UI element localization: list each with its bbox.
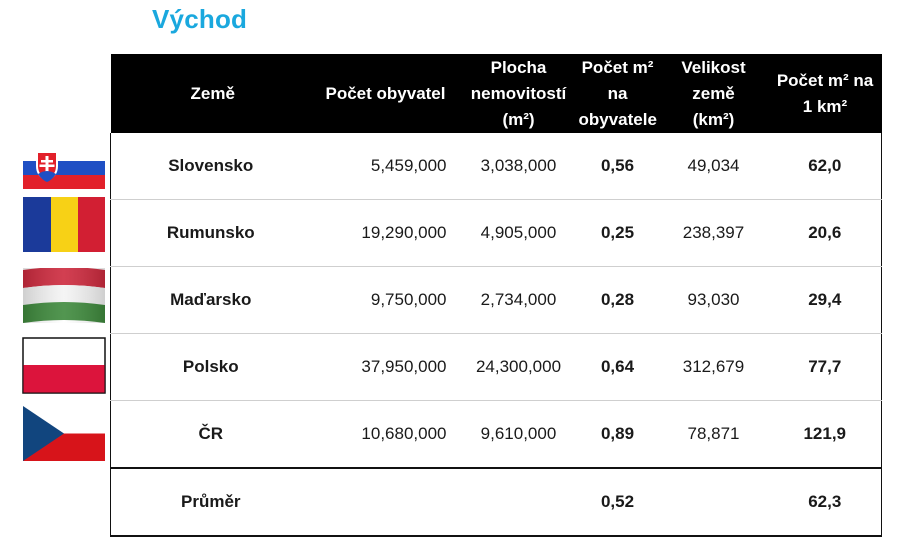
header-country-size: Velikost země (km²)	[659, 54, 769, 133]
area-value: 9,610,000	[461, 401, 577, 469]
table-row	[111, 334, 882, 401]
per-capita-value: 0,64	[577, 334, 659, 401]
population-value: 5,459,000	[311, 133, 461, 200]
czech-flag-icon	[23, 406, 105, 461]
per-km-value: 77,7	[769, 334, 882, 401]
country-name: Polsko	[111, 334, 311, 401]
country-name: Maďarsko	[111, 267, 311, 334]
per-km-value: 20,6	[769, 200, 882, 267]
average-per-capita: 0,52	[577, 468, 659, 536]
table-row	[111, 401, 882, 469]
average-population-empty	[311, 468, 461, 536]
size-value: 78,871	[659, 401, 769, 469]
per-capita-value: 0,28	[577, 267, 659, 334]
size-value: 238,397	[659, 200, 769, 267]
table-row	[111, 133, 882, 200]
population-value: 10,680,000	[311, 401, 461, 469]
area-value: 2,734,000	[461, 267, 577, 334]
population-value: 9,750,000	[311, 267, 461, 334]
average-per-km: 62,3	[769, 468, 882, 536]
poland-flag-icon	[23, 337, 105, 392]
page-title: Východ	[152, 4, 248, 34]
population-value: 19,290,000	[311, 200, 461, 267]
size-value: 93,030	[659, 267, 769, 334]
romania-flag-icon	[23, 197, 105, 252]
size-value: 312,679	[659, 334, 769, 401]
average-size-empty	[659, 468, 769, 536]
per-capita-value: 0,25	[577, 200, 659, 267]
per-capita-value: 0,56	[577, 133, 659, 200]
header-country: Země	[111, 54, 311, 133]
header-area: Plocha nemovitostí (m²)	[461, 54, 577, 133]
per-km-value: 121,9	[769, 401, 882, 469]
header-population: Počet obyvatel	[311, 54, 461, 133]
area-value: 4,905,000	[461, 200, 577, 267]
area-value: 3,038,000	[461, 133, 577, 200]
average-label: Průměr	[111, 468, 311, 536]
table-header-row	[111, 54, 882, 133]
table-row	[111, 267, 882, 334]
table-row	[111, 200, 882, 267]
average-row	[111, 468, 882, 536]
per-km-value: 62,0	[769, 133, 882, 200]
country-name: Slovensko	[111, 133, 311, 200]
statistics-table	[110, 54, 882, 537]
header-per-km: Počet m² na 1 km²	[769, 54, 882, 133]
slovakia-flag-icon	[23, 141, 105, 196]
hungary-flag-icon	[23, 268, 105, 323]
header-per-capita: Počet m² na obyvatele	[577, 54, 659, 133]
average-area-empty	[461, 468, 577, 536]
size-value: 49,034	[659, 133, 769, 200]
country-name: Rumunsko	[111, 200, 311, 267]
per-km-value: 29,4	[769, 267, 882, 334]
country-name: ČR	[111, 401, 311, 469]
population-value: 37,950,000	[311, 334, 461, 401]
per-capita-value: 0,89	[577, 401, 659, 469]
area-value: 24,300,000	[461, 334, 577, 401]
